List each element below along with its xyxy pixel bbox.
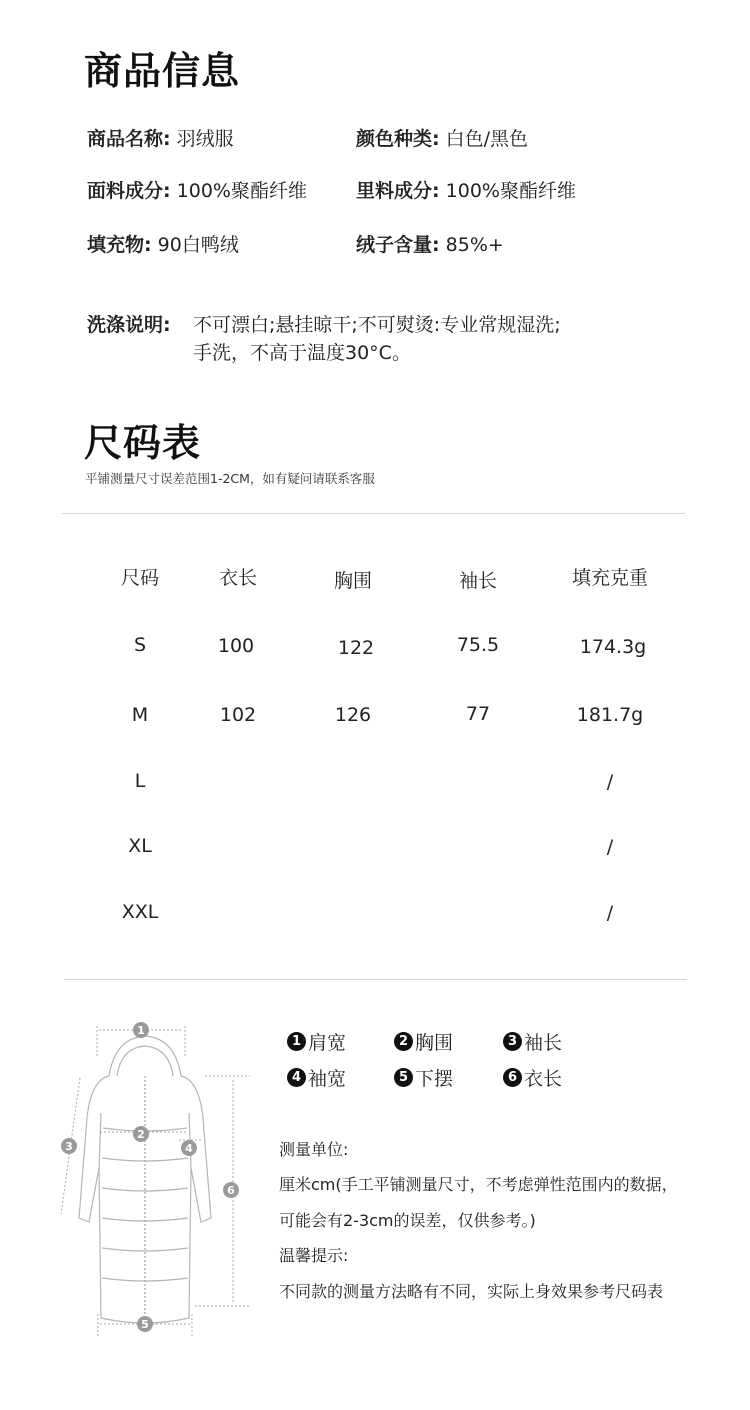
legend-label: 肩宽 [308, 1032, 347, 1054]
marker-5-label: 5 [141, 1318, 149, 1331]
wash-row [87, 311, 561, 339]
legend-number-5: 5 [394, 1068, 413, 1087]
header-fill-weight: 填充克重 [571, 567, 648, 589]
marker-2-label: 2 [137, 1128, 145, 1141]
table-cell: L [134, 770, 146, 792]
color-value: 白色/黑色 [445, 128, 529, 150]
down-content-row [356, 230, 504, 257]
bottom-divider [64, 979, 687, 980]
legend-item [394, 1028, 453, 1055]
wash-line-1: 不可漂白;悬挂晾干;不可熨烫:专业常规湿洗; [193, 314, 561, 336]
wash-line-2: 手洗，不高于温度30°C。 [193, 342, 411, 364]
wash-label: 洗涤说明: [87, 314, 171, 336]
coat-measurement-diagram [45, 1018, 250, 1348]
header-size: 尺码 [120, 567, 159, 589]
product-info-title: 商品信息 [84, 49, 241, 93]
lining-row [356, 176, 576, 203]
size-chart-note: 平铺测量尺寸误差范围1-2CM，如有疑问请联系客服 [85, 471, 375, 486]
marker-3-label: 3 [65, 1140, 73, 1153]
color-label: 颜色种类: [356, 128, 440, 150]
legend-number-3: 3 [503, 1032, 522, 1051]
marker-6-label: 6 [227, 1184, 235, 1197]
marker-1-label: 1 [137, 1024, 145, 1037]
header-length: 衣长 [218, 567, 257, 589]
table-cell: 77 [465, 703, 491, 725]
legend-label: 衣长 [524, 1068, 563, 1090]
table-cell: / [606, 836, 614, 858]
tip-line: 不同款的测量方法略有不同，实际上身效果参考尺码表 [279, 1282, 664, 1301]
table-cell: 102 [219, 704, 257, 726]
measure-unit-line-2: 可能会有2-3cm的误差，仅供参考。) [279, 1211, 536, 1230]
legend-label: 袖宽 [308, 1068, 347, 1090]
product-name-row [87, 124, 234, 151]
down-content-value: 85%+ [445, 234, 504, 256]
filling-row [87, 230, 239, 257]
legend-item [287, 1028, 346, 1055]
table-cell: 75.5 [456, 634, 500, 656]
legend-item [503, 1064, 562, 1091]
table-cell: 181.7g [576, 704, 644, 726]
header-chest: 胸围 [333, 570, 372, 592]
table-cell: XL [128, 835, 152, 857]
coat-hood [109, 1036, 181, 1076]
header-sleeve: 袖长 [458, 570, 497, 592]
table-cell: 174.3g [579, 636, 647, 658]
fabric-row [87, 176, 307, 203]
measure-unit-line-1: 厘米cm(手工平铺测量尺寸，不考虑弹性范围内的数据， [279, 1175, 678, 1194]
legend-label: 胸围 [415, 1032, 454, 1054]
table-cell: 126 [334, 704, 372, 726]
table-cell: S [133, 634, 147, 656]
legend-number-2: 2 [394, 1032, 413, 1051]
fabric-label: 面料成分: [87, 180, 171, 202]
filling-label: 填充物: [87, 234, 152, 256]
measure-unit-title: 测量单位: [279, 1140, 349, 1159]
size-chart-title: 尺码表 [84, 421, 202, 465]
legend-item [503, 1028, 562, 1055]
table-cell: XXL [121, 901, 159, 923]
legend-number-6: 6 [503, 1068, 522, 1087]
table-cell: 122 [337, 637, 375, 659]
down-content-label: 绒子含量: [356, 234, 440, 256]
product-name-value: 羽绒服 [176, 128, 234, 150]
legend-item [394, 1064, 453, 1091]
legend-number-4: 4 [287, 1068, 306, 1087]
legend-item [287, 1064, 346, 1091]
fabric-value: 100%聚酯纤维 [176, 180, 307, 202]
table-cell: 100 [217, 635, 255, 657]
legend-number-1: 1 [287, 1032, 306, 1051]
table-cell: / [606, 902, 614, 924]
legend-label: 袖长 [524, 1032, 563, 1054]
product-name-label: 商品名称: [87, 128, 171, 150]
top-divider [62, 513, 685, 514]
lining-label: 里料成分: [356, 180, 440, 202]
tip-title: 温馨提示: [279, 1246, 349, 1265]
lining-value: 100%聚酯纤维 [445, 180, 576, 202]
color-row [356, 124, 528, 151]
table-cell: / [606, 771, 614, 793]
table-cell: M [131, 704, 149, 726]
filling-value: 90白鸭绒 [157, 234, 239, 256]
marker-4-label: 4 [185, 1142, 193, 1155]
legend-label: 下摆 [415, 1068, 454, 1090]
